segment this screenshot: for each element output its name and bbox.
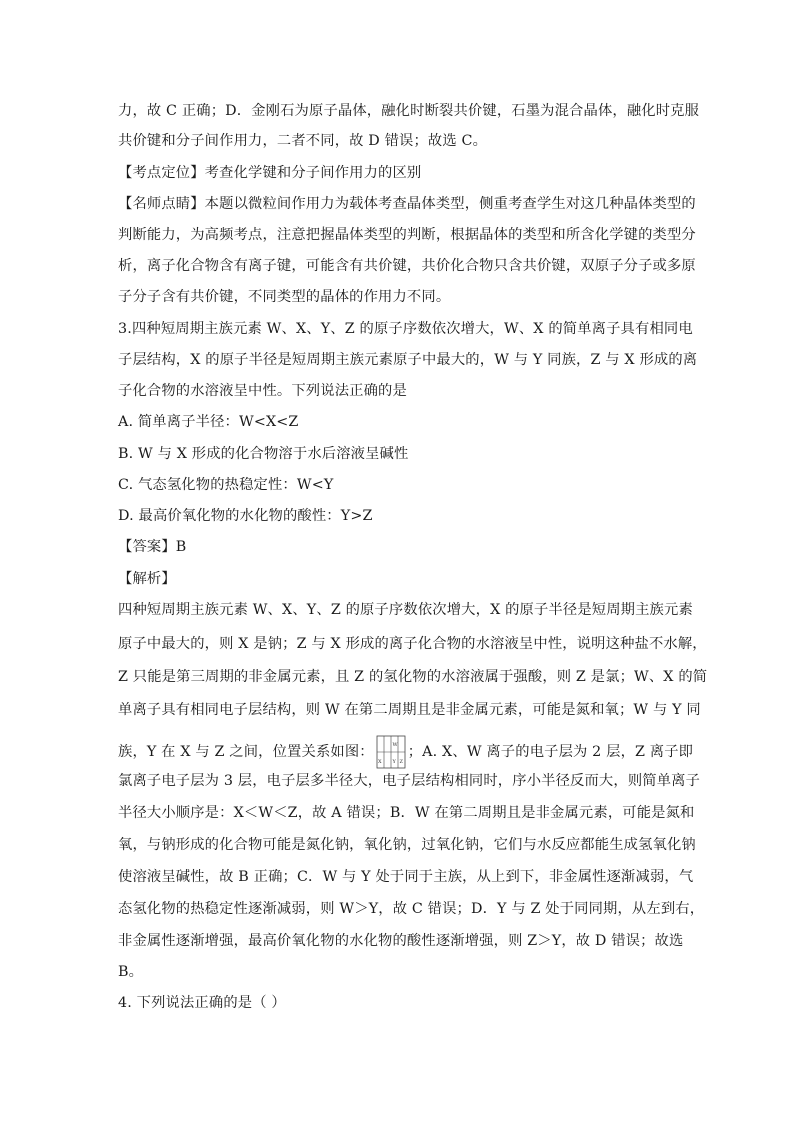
text-line: 氯离子电子层为 3 层，电子层多半径大，电子层结构相同时，序小半径反而大，则简单离子 — [118, 773, 701, 789]
diagram-label-y: Y — [392, 759, 396, 765]
question-4-stem: 4. 下列说法正确的是（ ） — [118, 995, 286, 1011]
diagram-trail-text: ；A. X、W 离子的电子层为 2 层，Z 离子即 — [407, 744, 694, 760]
text-line: 半径大小顺序是：X＜W＜Z，故 A 错误；B．W 在第二周期且是非金属元素，可能是氮和 — [118, 805, 695, 821]
section-heading-exam-point: 【考点定位】考查化学键和分子间作用力的区别 — [118, 165, 422, 181]
text-line: 判断能力，为高频考点，注意把握晶体类型的判断，根据晶体的类型和所含化学键的类型分 — [118, 227, 696, 243]
text-line: 析，离子化合物含有离子键，可能含有共价键，共价化合物只含共价键，双原子分子或多原 — [118, 258, 696, 274]
diagram-label-z: Z — [399, 759, 403, 765]
diagram-label-w: W — [392, 742, 398, 748]
answer-label: 【答案】B — [118, 539, 187, 555]
text-line: 原子中最大的，则 X 是钠；Z 与 X 形成的离子化合物的水溶液呈中性，说明这种盐不水解， — [118, 636, 707, 652]
text-line: 子分子含有共价键，不同类型的晶体的作用力不同。 — [118, 289, 451, 305]
question-3-stem: 3.四种短周期主族元素 W、X、Y、Z 的原子序数依次增大，W、X 的简单离子具有相同电 — [118, 321, 693, 337]
analysis-heading: 【解析】 — [118, 571, 176, 587]
diagram-label-x: X — [377, 759, 382, 765]
option-a: A. 简单离子半径：W<X<Z — [118, 414, 299, 430]
text-line: 氧，与钠形成的化合物可能是氮化钠，氧化钠，过氧化钠，它们与水反应都能生成氢氧化钠 — [118, 837, 696, 853]
text-line: 四种短周期主族元素 W、X、Y、Z 的原子序数依次增大，X 的原子半径是短周期主族元素 — [118, 602, 693, 618]
option-d: D. 最高价氧化物的水化物的酸性：Y>Z — [118, 508, 373, 524]
text-line: 态氢化物的热稳定性逐渐减弱，则 W＞Y，故 C 错误；D．Y 与 Z 处于同同期，从左到右， — [118, 901, 705, 917]
option-b: B. W 与 X 形成的化合物溶于水后溶液呈碱性 — [118, 446, 409, 462]
text-line: 单离子具有相同电子层结构，则 W 在第二周期且是非金属元素，可能是氮和氧；W 与 Y 同 — [118, 702, 701, 718]
diagram-lead-text: 族，Y 在 X 与 Z 之间，位置关系如图： — [118, 744, 374, 760]
text-line: 子层结构，X 的原子半径是短周期主族元素原子中最大的，W 与 Y 同族，Z 与 X 形成的离 — [118, 352, 698, 368]
text-line: 共价键和分子间作用力，二者不同，故 D 错误；故选 C。 — [118, 133, 488, 149]
option-c: C. 气态氢化物的热稳定性：W<Y — [118, 477, 334, 493]
text-line: B。 — [118, 964, 144, 980]
diagram-line — [118, 735, 693, 769]
text-line: 子化合物的水溶液呈中性。下列说法正确的是 — [118, 383, 407, 399]
periodic-table-position-diagram — [376, 735, 406, 769]
text-line: 力，故 C 正确；D．金刚石为原子晶体，融化时断裂共价键，石墨为混合晶体，融化时克服 — [118, 103, 700, 119]
text-line: 使溶液呈碱性，故 B 正确；C．W 与 Y 处于同于主族，从上到下，非金属性逐渐减弱，气 — [118, 869, 694, 885]
text-line: Z 只能是第三周期的非金属元素，且 Z 的氢化物的水溶液属于强酸，则 Z 是氯；W、X 的简 — [118, 669, 708, 685]
text-line: 非金属性逐渐增强，最高价氧化物的水化物的酸性逐渐增强，则 Z＞Y，故 D 错误；故选 — [118, 933, 684, 949]
section-heading-teacher-note: 【名师点睛】本题以微粒间作用力为载体考查晶体类型，侧重考查学生对这几种晶体类型的 — [118, 196, 696, 212]
